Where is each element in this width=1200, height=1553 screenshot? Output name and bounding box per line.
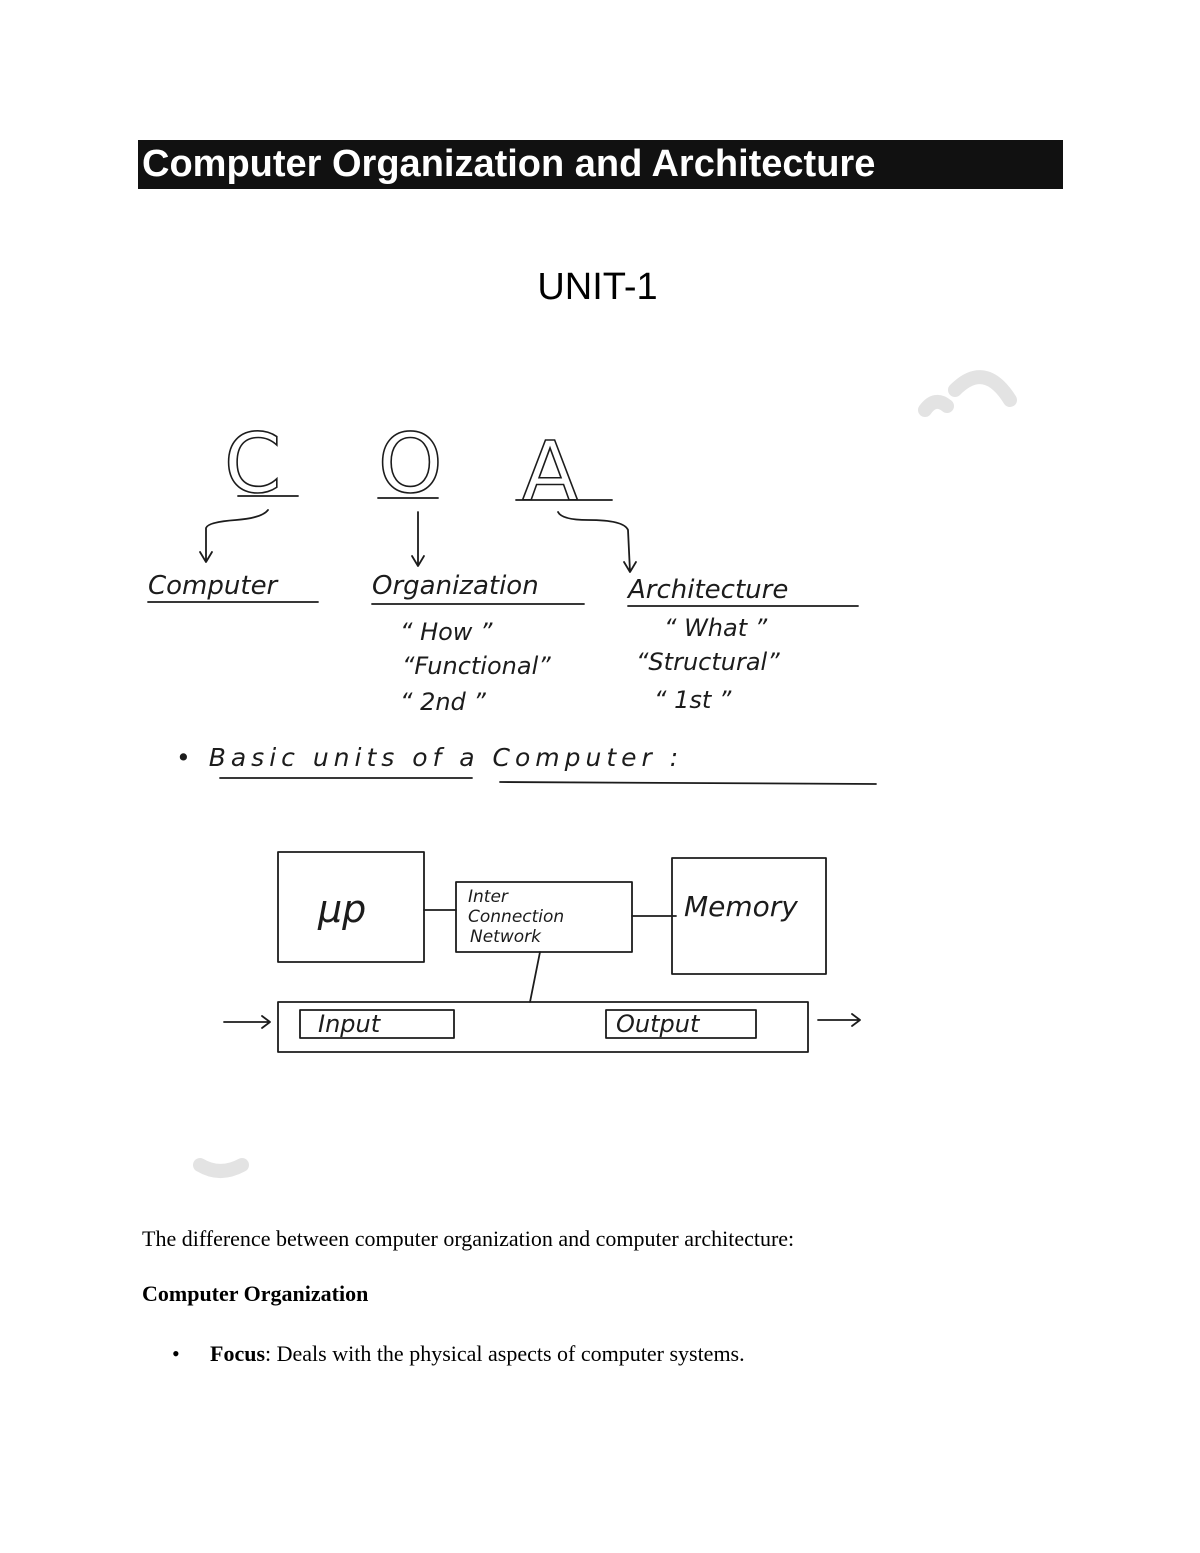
intro-paragraph: The difference between computer organization and computer architecture:	[142, 1226, 795, 1251]
bullet-text: : Deals with the physical aspects of computer systems.	[265, 1341, 745, 1366]
letter-a: A	[522, 425, 579, 520]
section-heading: Computer Organization	[142, 1281, 369, 1306]
memory-label: Memory	[684, 890, 798, 923]
arrow-a	[558, 512, 636, 572]
watermark-mark-lower	[200, 1165, 242, 1171]
term-architecture: Architecture	[628, 575, 789, 605]
arrow-o	[412, 512, 424, 566]
architecture-note-what: “ What ”	[664, 614, 768, 642]
term-computer: Computer	[148, 571, 278, 601]
interconnect-bus-link	[530, 952, 540, 1002]
handwritten-sketch	[0, 330, 1200, 1210]
output-label: Output	[616, 1010, 700, 1038]
interconnect-label-line3: Network	[470, 927, 541, 947]
unit-heading: UNIT-1	[537, 266, 658, 308]
term-organization: Organization	[372, 571, 539, 601]
input-label: Input	[318, 1010, 381, 1038]
letter-o: O	[378, 417, 443, 512]
bullet-term: Focus	[210, 1341, 265, 1366]
arrow-c	[200, 510, 268, 562]
watermark-mark	[925, 377, 1010, 410]
basic-units-heading: • Basic units of a Computer :	[176, 743, 684, 772]
processor-label: μp	[318, 887, 367, 931]
output-arrow	[818, 1014, 860, 1026]
architecture-note-order: “ 1st ”	[654, 686, 732, 714]
organization-note-order: “ 2nd ”	[400, 688, 486, 716]
interconnect-label-line2: Connection	[468, 907, 565, 927]
interconnect-label-line1: Inter	[468, 887, 508, 907]
architecture-note-structural: “Structural”	[636, 648, 780, 676]
document-title: Computer Organization and Architecture	[138, 140, 1063, 189]
bullet-dot: •	[172, 1341, 180, 1366]
basic-units-underline-right	[500, 782, 876, 784]
list-item	[172, 1341, 745, 1367]
letter-c: C	[224, 417, 282, 512]
organization-note-functional: “Functional”	[402, 652, 551, 680]
input-arrow	[224, 1016, 270, 1028]
organization-note-how: “ How ”	[400, 618, 493, 646]
